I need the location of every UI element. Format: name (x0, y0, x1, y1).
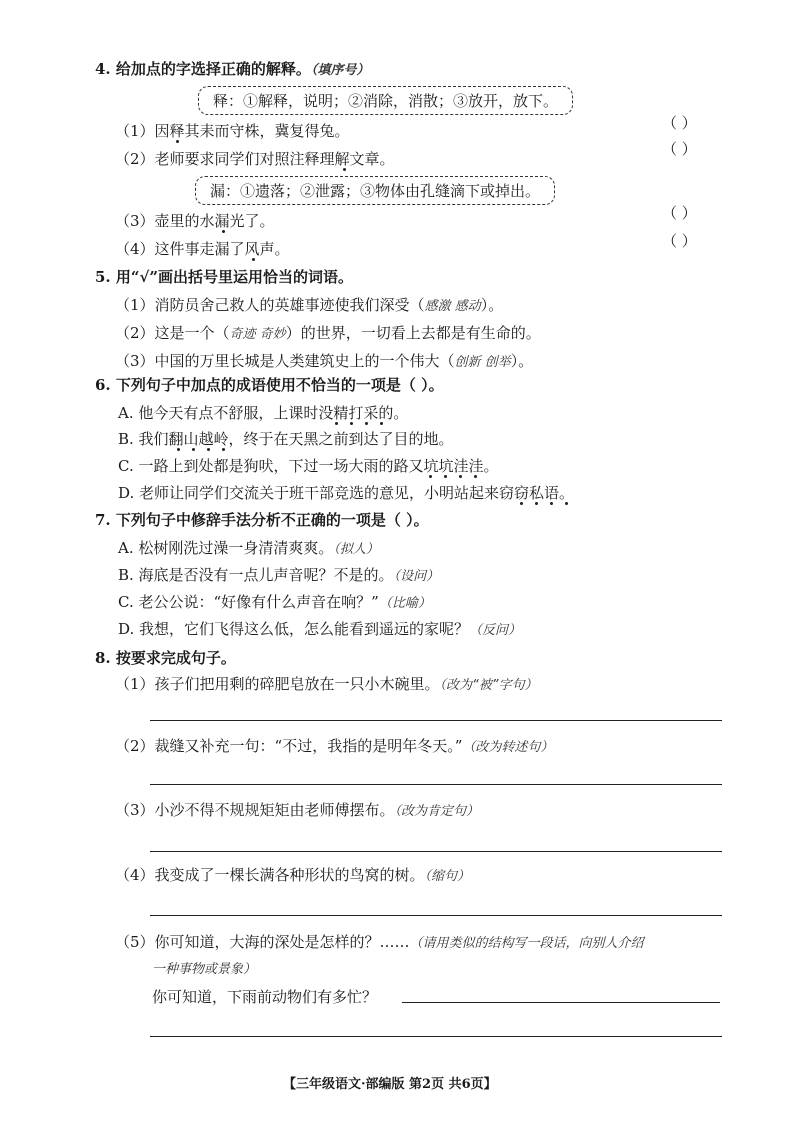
q6-title: 6. 下列句子中加点的成语使用不恰当的一项是（ ）。 (95, 376, 444, 394)
q7-option-a (118, 537, 379, 558)
q8-item-5-note-a: （请用类似的结构写一段话，向别人介绍 (409, 936, 644, 951)
q8-item-5-text: （5）你可知道，大海的深处是怎样的？…… (115, 933, 410, 951)
answer-line-3[interactable] (150, 851, 722, 852)
q7-option-a-note: （拟人） (333, 542, 379, 557)
q8-item-2-text: （2）裁缝又补充一句：“不过，我指的是明年冬天。” (115, 737, 463, 755)
q5-title: 5. 用“√”画出括号里运用恰当的词语。 (95, 268, 353, 286)
q6-option-b: B. 我们翻山越岭，终于在天黑之前到达了目的地。 (118, 430, 454, 448)
q8-item-1 (115, 673, 538, 694)
q7-option-b-note: （设问） (393, 569, 440, 584)
q5-item-3-options[interactable]: 创新 创举 (454, 355, 511, 370)
q4-title (95, 58, 369, 79)
q8-item-4 (115, 864, 470, 885)
answer-line-2[interactable] (150, 784, 722, 785)
q8-item-4-note: （缩句） (424, 869, 471, 884)
emphasis-dots (425, 475, 489, 479)
q5-item-3-text: （3）中国的万里长城是人类建筑史上的一个伟大（ (115, 352, 455, 370)
q6-option-d: D. 老师让同学们交流关于班干部竞选的意见，小明站起来窃窃私语。 (118, 484, 575, 502)
q4-item-1: （1）因释其耒而守株，冀复得兔。 (115, 122, 350, 140)
q4-item-2: （2）老师要求同学们对照注释理解文章。 (115, 150, 395, 168)
q5-item-1-text: （1）消防员舍己救人的英雄事迹使我们深受（ (115, 296, 425, 314)
q5-item-2-options[interactable]: 奇迹 奇妙 (229, 327, 286, 342)
q8-item-3-text: （3）小沙不得不规规矩矩由老师傅摆布。 (115, 801, 395, 819)
q8-item-3 (115, 799, 479, 820)
q5-item-1-end: ）。 (480, 296, 504, 314)
emphasis-dot (172, 140, 184, 144)
q8-item-4-text: （4）我变成了一棵长满各种形状的鸟窝的树。 (115, 866, 425, 884)
q7-option-c-note: （比喻） (378, 596, 431, 611)
q4-note: （填序号） (310, 63, 370, 78)
q8-item-3-note: （改为肯定句） (394, 804, 480, 819)
q5-item-1-options[interactable]: 感激 感动 (424, 299, 481, 314)
q5-item-3 (115, 350, 533, 371)
q8-item-1-note: （改为“被”字句） (439, 678, 538, 693)
answer-paren-4[interactable]: （ ） (662, 232, 697, 250)
q7-option-d-note: （反问） (469, 623, 522, 638)
answer-paren-2[interactable]: （ ） (662, 140, 697, 158)
q7-option-a-text: A. 松树刚洗过澡一身清清爽爽。 (118, 539, 334, 557)
q6-option-a: A. 他今天有点不舒服，上课时没精打采的。 (118, 404, 409, 422)
q8-item-5 (115, 931, 644, 952)
emphasis-dot (218, 230, 230, 234)
q4-title-text: 4. 给加点的字选择正确的解释。 (95, 60, 311, 78)
page-footer: 【三年级语文·部编版 第2页 共6页】 (283, 1077, 497, 1092)
q8-title: 8. 按要求完成句子。 (95, 649, 236, 667)
answer-paren-1[interactable]: （ ） (662, 114, 697, 132)
definition-box-lou: 漏：①遗落；②泄露；③物体由孔缝滴下或掉出。 (195, 176, 555, 205)
q5-item-2-end: ）的世界，一切看上去都是有生命的。 (285, 324, 541, 342)
answer-line-5a[interactable] (402, 1002, 720, 1003)
q7-option-d (118, 618, 521, 639)
q5-item-1 (115, 294, 503, 315)
q7-title: 7. 下列句子中修辞手法分析不正确的一项是（ ）。 (95, 511, 429, 529)
q7-option-b-text: B. 海底是否没有一点儿声音呢？不是的。 (118, 566, 394, 584)
emphasis-dot (248, 258, 260, 262)
q4-item-3: （3）壶里的水漏光了。 (115, 212, 275, 230)
q4-item-4: （4）这件事走漏了风声。 (115, 240, 290, 258)
q7-option-c-text: C. 老公公说：“好像有什么声音在响？” (118, 593, 379, 611)
q5-item-3-end: ）。 (510, 352, 534, 370)
q5-item-2 (115, 322, 541, 343)
q7-option-c (118, 591, 431, 612)
q6-option-c: C. 一路上到处都是狗吠，下过一场大雨的路又坑坑洼洼。 (118, 457, 499, 475)
q8-item-2 (115, 735, 553, 756)
answer-line-4[interactable] (150, 915, 722, 916)
emphasis-dots (173, 448, 237, 452)
q5-item-2-text: （2）这是一个（ (115, 324, 230, 342)
q8-item-1-text: （1）孩子们把用剩的碎肥皂放在一只小木碗里。 (115, 675, 440, 693)
q7-option-b (118, 564, 439, 585)
emphasis-dots (331, 422, 395, 426)
answer-line-1[interactable] (150, 720, 722, 721)
q7-option-d-text: D. 我想，它们飞得这么低，怎么能看到遥远的家呢？ (118, 620, 470, 638)
q8-item-5-note-b: 一种事物或景象） (152, 962, 257, 977)
emphasis-dot (339, 168, 351, 172)
answer-paren-3[interactable]: （ ） (662, 204, 697, 222)
emphasis-dots (516, 502, 580, 506)
definition-box-shi: 释：①解释，说明；②消除，消散；③放开，放下。 (198, 86, 573, 115)
q8-item-5-prompt: 你可知道，下雨前动物们有多忙？ (152, 988, 378, 1006)
answer-line-5b[interactable] (150, 1036, 722, 1037)
q8-item-2-note: （改为转述句） (462, 740, 554, 755)
